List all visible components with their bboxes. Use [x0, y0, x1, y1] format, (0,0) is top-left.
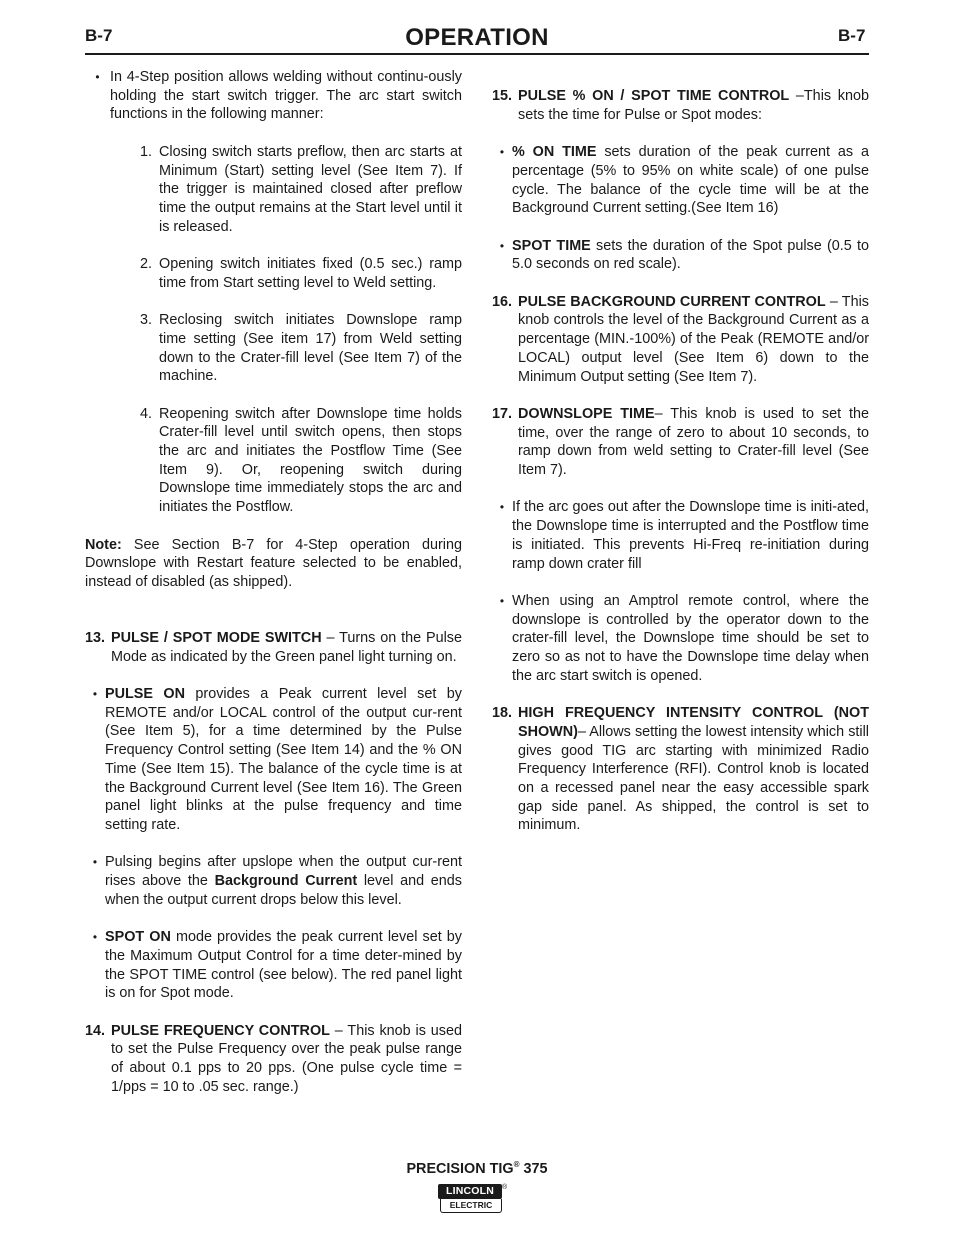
item-14: [85, 1022, 462, 1097]
item-16: [492, 293, 869, 387]
item-text: – Allows setting the lowest intensity which still gives good TIG arc starting with minimized Radio Frequency Interference (RFI). Control knob is located on a recessed panel near the easy accessible spark gap side panel. As shipped, the control is set to minimum.: [518, 723, 869, 834]
bullet-icon: •: [499, 238, 505, 253]
bullet-icon: •: [92, 855, 98, 870]
step-text: Closing switch starts preflow, then arc starts at Minimum (Start) setting level (See Item 7). If the trigger is maintained closed after preflow time the output remains at the Start level until it is released.: [159, 143, 462, 235]
item-text: – Turns on the Pulse Mode as indicated by the Green panel light turning on.: [111, 629, 463, 665]
bullet-icon: •: [499, 593, 505, 608]
item-number: 17.: [492, 405, 513, 422]
step-number: 2.: [140, 256, 153, 272]
step-text: Reopening switch after Downslope time holds Crater-fill level until switch opens, then stops the arc and initiates the Postflow Time (See Item 9). Or, reopening switch during Downslope time immediately stops the arc and initiates the Postflow.: [159, 405, 462, 516]
item-text: –This knob sets the time for Pulse or Spot modes:: [518, 88, 869, 123]
logo-bottom: ELECTRIC: [440, 1199, 502, 1213]
bullet-text: When using an Amptrol remote control, where the downslope is controlled by the operator down to the crater-fill level, the Downslope time should be set to zero so as not to have the Downslope time delay when the arc start switch is opened.: [512, 592, 869, 684]
model-number: 375: [519, 1160, 548, 1177]
pulse-on-label: PULSE ON: [105, 686, 185, 703]
item-label: HIGH FREQUENCY INTENSITY CONTROL (NOT SHOWN): [518, 705, 869, 740]
bullet-icon: •: [95, 70, 100, 84]
bullet-icon: •: [92, 687, 98, 702]
model-name: [0, 1160, 954, 1177]
amptrol-bullet: [492, 592, 869, 686]
item-text: – This knob controls the level of the Background Current as a percentage (MIN.-100%) of the Peak (REMOTE and/or LOCAL) output level (See Item 6) down to the Minimum Output setting (See Item 7).: [518, 293, 869, 385]
item-number: 15.: [492, 88, 513, 104]
step-item: [85, 143, 462, 237]
item-number: 18.: [492, 705, 513, 722]
logo-registered-mark: ®: [502, 1184, 508, 1191]
spot-on-label: SPOT ON: [105, 929, 171, 946]
item-number: 14.: [85, 1022, 106, 1039]
model-name-text: PRECISION TIG: [406, 1160, 514, 1177]
right-column: [492, 87, 869, 835]
spot-time-label: SPOT TIME: [512, 237, 591, 254]
intro-text: In 4-Step position allows welding without continu-ously holding the start switch trigger. The arc start switch functions in the following manner:: [110, 69, 462, 123]
note-paragraph: [85, 536, 462, 592]
item-13: [85, 629, 462, 666]
pulsing-text-pre: Pulsing begins after upslope when the output cur-rent rises above the: [105, 854, 462, 890]
spot-time-text: sets the duration of the Spot pulse (0.5 to 5.0 seconds on red scale).: [512, 237, 869, 273]
item-15: [492, 87, 869, 124]
item-label: PULSE % ON / SPOT TIME CONTROL: [518, 88, 790, 104]
left-column: [85, 68, 462, 1097]
spot-on-bullet: [85, 928, 462, 1003]
step-item: [85, 255, 462, 292]
step-item: [85, 405, 462, 517]
pulsing-bullet: [85, 853, 462, 909]
pulse-on-text: provides a Peak current level set by REMOTE and/or LOCAL control of the output cur-rent (See Item 5), for a time determined by the Pulse Frequency Control setting (See Item 14) and the % ON Time (See Item 15). The balance of the cycle time is at the Background Current level (See Item 16). The Green panel light blinks at the pulse frequency and time setting rate.: [105, 686, 462, 833]
on-time-label: % ON TIME: [512, 144, 597, 161]
lincoln-electric-logo: [438, 1184, 510, 1214]
item-text: – This knob is used to set the Pulse Frequency over the peak pulse range of about 0.1 pps to 20 pps. (One pulse cycle time = 1/pps = 10 to .05 sec. range.): [111, 1022, 462, 1095]
on-time-bullet: [492, 143, 869, 218]
item-label: PULSE / SPOT MODE SWITCH: [111, 629, 322, 646]
page-number-left: B-7: [85, 26, 113, 45]
item-17: [492, 405, 869, 480]
bullet-icon: •: [499, 145, 505, 160]
pulse-on-bullet: [85, 685, 462, 835]
item-number: 13.: [85, 629, 106, 646]
on-time-text: sets duration of the peak current as a percentage (5% to 95% on white scale) of one pulse cycle. The balance of the cycle time will be at the Background Current setting.(See Item 16): [512, 144, 869, 217]
spot-time-bullet: [492, 237, 869, 274]
bullet-text: If the arc goes out after the Downslope time is initi-ated, the Downslope time is interrupted and the Postflow time is initiated. This prevents Hi-Freq re-initiation during ramp down crater fill: [512, 499, 869, 572]
step-item: [85, 311, 462, 386]
pulsing-text-post: level and ends when the output current drops below this level.: [105, 873, 462, 908]
page-number-right: B-7: [838, 26, 866, 45]
step-text: Opening switch initiates fixed (0.5 sec.) ramp time from Start setting level to Weld setting.: [159, 256, 462, 291]
step-text: Reclosing switch initiates Downslope ramp time setting (See item 17) from Weld setting down to the Crater-fill level (See Item 7) of the machine.: [159, 312, 462, 385]
note-label: Note:: [85, 536, 122, 553]
note-text: See Section B-7 for 4-Step operation during Downslope with Restart feature selected to be enabled, instead of disabled (as shipped).: [85, 536, 462, 590]
item-label: PULSE BACKGROUND CURRENT CONTROL: [518, 293, 826, 310]
arc-out-bullet: [492, 498, 869, 573]
registered-mark: ®: [513, 1160, 520, 1169]
page-title: OPERATION: [405, 24, 549, 51]
logo-top: LINCOLN: [438, 1184, 502, 1199]
intro-bullet: [85, 68, 462, 124]
header-rule: [85, 53, 869, 55]
bullet-icon: •: [499, 500, 505, 515]
spot-on-text: mode provides the peak current level set by the Maximum Output Control for a time deter-mined by the SPOT TIME control (see below). The red panel light is on for Spot mode.: [105, 929, 463, 1002]
item-number: 16.: [492, 293, 513, 310]
step-number: 1.: [140, 143, 153, 160]
step-number: 4.: [140, 405, 153, 422]
pulsing-bold: Background Current: [214, 873, 358, 890]
item-label: DOWNSLOPE TIME: [518, 405, 655, 422]
item-label: PULSE FREQUENCY CONTROL: [111, 1022, 330, 1039]
step-number: 3.: [140, 312, 153, 329]
item-18: [492, 704, 869, 835]
item-text: – This knob is used to set the time, over the range of zero to about 10 seconds, to ramp down from weld setting to Crater-fill level (See Item 7).: [518, 405, 869, 478]
bullet-icon: •: [92, 930, 98, 945]
